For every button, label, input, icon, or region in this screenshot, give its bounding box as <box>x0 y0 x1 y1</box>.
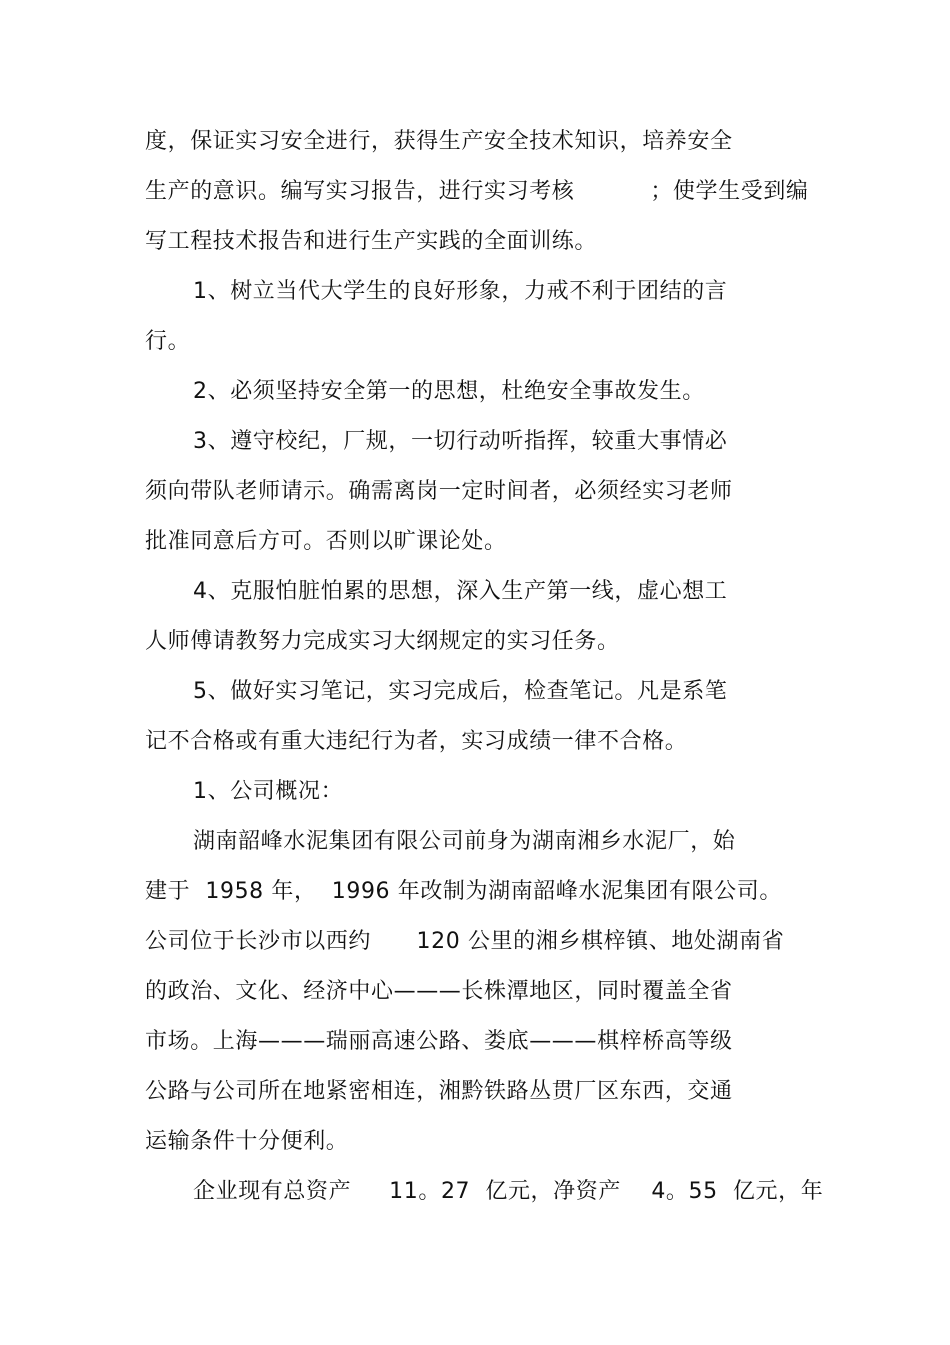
text-line-8: 须向带队老师请示。确需离岗一定时间者，必须经实习老师 <box>145 479 733 504</box>
text-line-19: 市场。上海———瑞丽高速公路、娄底———棋梓桥高等级 <box>145 1029 733 1054</box>
text-line-2: 生产的意识。编写实习报告，进行实习考核 ；使学生受到编 <box>145 179 809 204</box>
text-line-16: 建于 1958 年， 1996 年改制为湖南韶峰水泥集团有限公司。 <box>145 879 782 904</box>
text-line-9: 批准同意后方可。否则以旷课论处。 <box>145 529 507 554</box>
text-line-12: 5、做好实习笔记，实习完成后，检查笔记。凡是系笔 <box>193 679 728 704</box>
text-line-10: 4、克服怕脏怕累的思想，深入生产第一线，虚心想工 <box>193 579 728 604</box>
text-line-4: 1、树立当代大学生的良好形象，力戒不利于团结的言 <box>193 279 728 304</box>
text-line-1: 度，保证实习安全进行，获得生产安全技术知识，培养安全 <box>145 129 733 154</box>
text-line-21: 运输条件十分便利。 <box>145 1129 349 1154</box>
text-line-11: 人师傅请教努力完成实习大纲规定的实习任务。 <box>145 629 620 654</box>
text-line-14: 1、公司概况： <box>193 779 344 804</box>
text-line-22: 企业现有总资产 11。27 亿元，净资产 4。55 亿元，年 <box>193 1179 824 1204</box>
text-line-18: 的政治、文化、经济中心———长株潭地区，同时覆盖全省 <box>145 979 733 1004</box>
text-line-17: 公司位于长沙市以西约 120 公里的湘乡棋梓镇、地处湖南省 <box>145 929 785 954</box>
text-line-20: 公路与公司所在地紧密相连，湘黔铁路丛贯厂区东西，交通 <box>145 1079 733 1104</box>
text-line-7: 3、遵守校纪，厂规，一切行动听指挥，较重大事情必 <box>193 429 728 454</box>
text-line-6: 2、必须坚持安全第一的思想，杜绝安全事故发生。 <box>193 379 705 404</box>
text-line-13: 记不合格或有重大违纪行为者，实习成绩一律不合格。 <box>145 729 688 754</box>
text-line-15: 湖南韶峰水泥集团有限公司前身为湖南湘乡水泥厂，始 <box>193 829 736 854</box>
text-line-5: 行。 <box>145 329 191 354</box>
text-line-3: 写工程技术报告和进行生产实践的全面训练。 <box>145 229 598 254</box>
